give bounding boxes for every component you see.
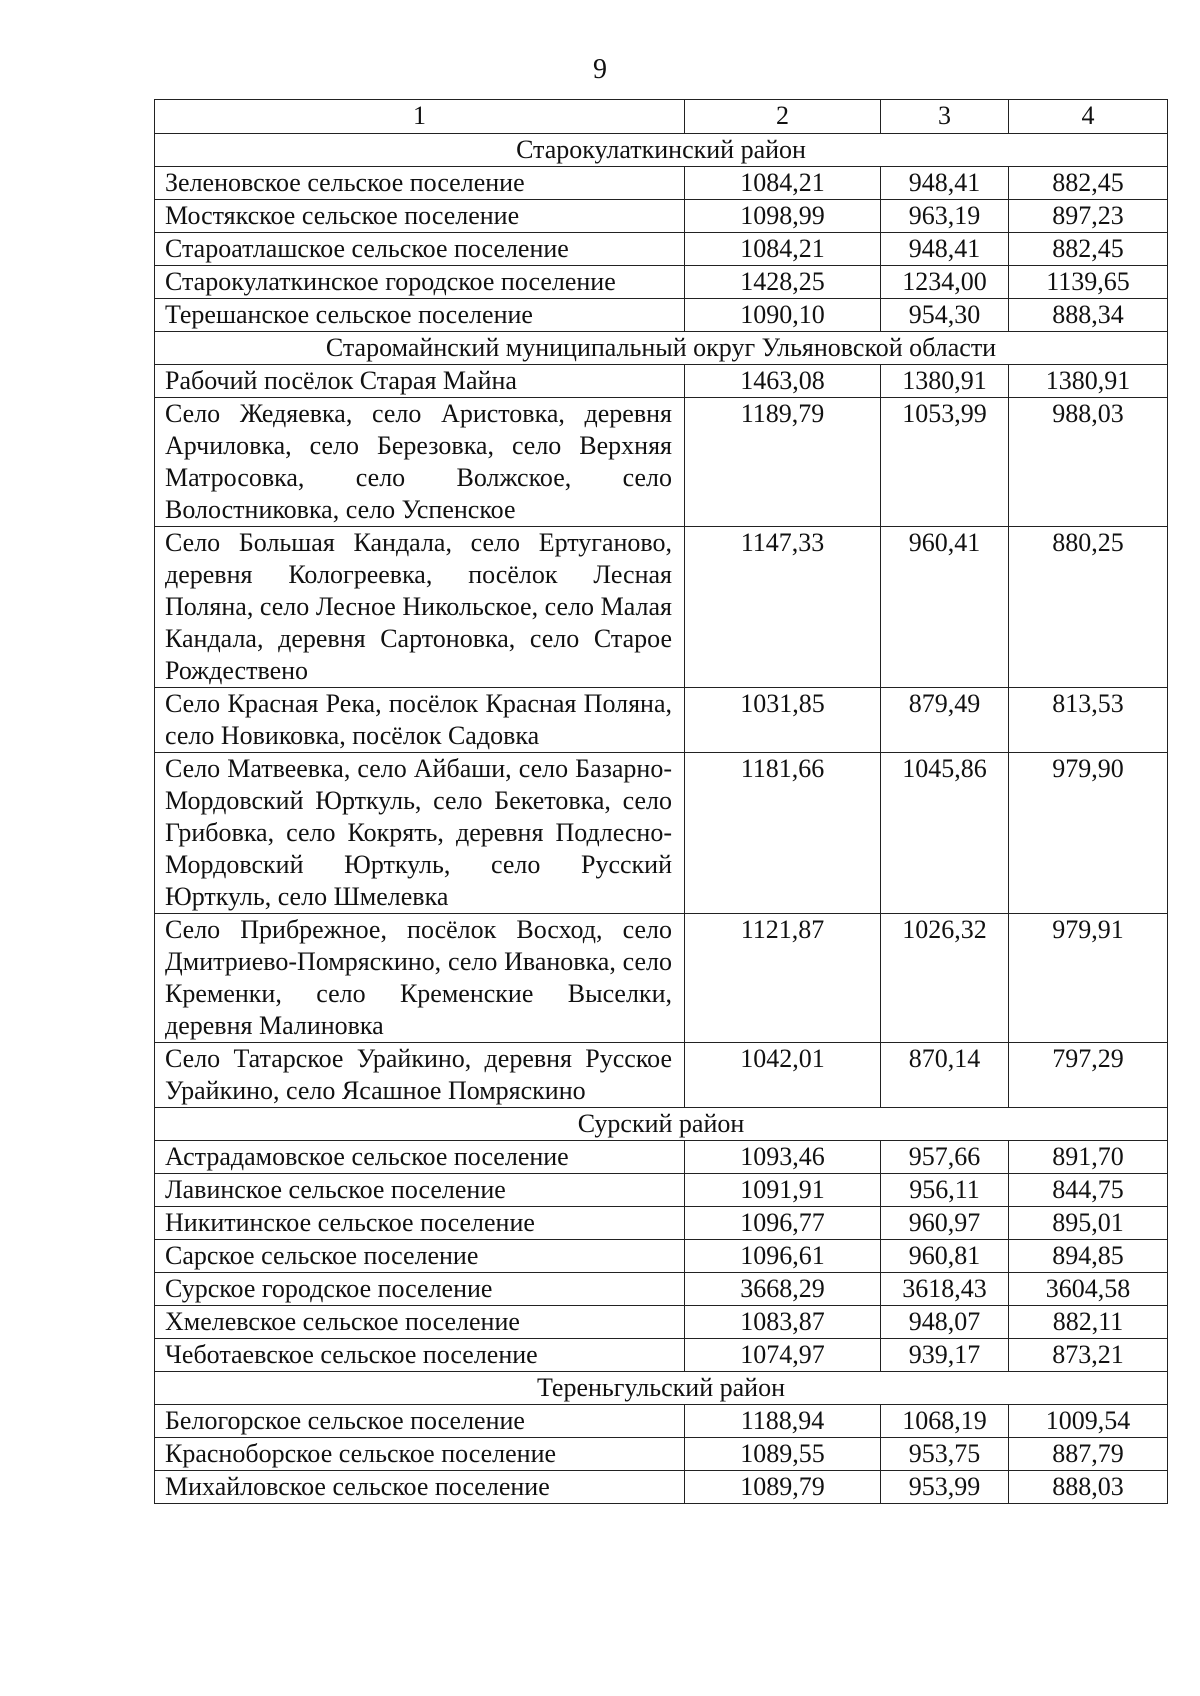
value-cell-col3: 960,97 <box>881 1207 1009 1240</box>
tariff-table <box>154 99 1168 1504</box>
value-cell-col4: 882,11 <box>1009 1306 1168 1339</box>
value-cell-col3: 963,19 <box>881 200 1009 233</box>
value-cell-col2: 1096,77 <box>685 1207 881 1240</box>
value-cell-col2: 1181,66 <box>685 753 881 914</box>
table-row <box>155 688 1168 753</box>
settlement-name-cell: Рабочий посёлок Старая Майна <box>155 365 685 398</box>
value-cell-col4: 887,79 <box>1009 1438 1168 1471</box>
value-cell-col4: 882,45 <box>1009 167 1168 200</box>
table-row <box>155 1471 1168 1504</box>
table-row <box>155 299 1168 332</box>
settlement-name-cell: Красноборское сельское поселение <box>155 1438 685 1471</box>
value-cell-col4: 979,91 <box>1009 914 1168 1043</box>
value-cell-col4: 1380,91 <box>1009 365 1168 398</box>
table-row <box>155 1273 1168 1306</box>
section-title: Старомайнский муниципальный округ Ульяновской области <box>155 332 1168 365</box>
value-cell-col2: 1463,08 <box>685 365 881 398</box>
table-row <box>155 1043 1168 1108</box>
table-row <box>155 266 1168 299</box>
value-cell-col2: 1042,01 <box>685 1043 881 1108</box>
value-cell-col2: 1090,10 <box>685 299 881 332</box>
table-row <box>155 365 1168 398</box>
value-cell-col3: 960,41 <box>881 527 1009 688</box>
value-cell-col3: 956,11 <box>881 1174 1009 1207</box>
table-row <box>155 527 1168 688</box>
value-cell-col2: 1084,21 <box>685 233 881 266</box>
value-cell-col4: 873,21 <box>1009 1339 1168 1372</box>
settlement-name-cell: Терешанское сельское поселение <box>155 299 685 332</box>
settlement-name-cell: Астрадамовское сельское поселение <box>155 1141 685 1174</box>
settlement-name-cell: Никитинское сельское поселение <box>155 1207 685 1240</box>
table-row <box>155 1306 1168 1339</box>
settlement-name-cell: Село Матвеевка, село Айбаши, село Базарно-Мордовский Юрткуль, село Бекетовка, село Грибовка, село Кокрять, деревня Подлесно-Мордовский Юрткуль, село Русский Юрткуль, село Шмелевка <box>155 753 685 914</box>
table-row <box>155 233 1168 266</box>
value-cell-col3: 957,66 <box>881 1141 1009 1174</box>
settlement-name-cell: Сарское сельское поселение <box>155 1240 685 1273</box>
section-header-row <box>155 332 1168 365</box>
value-cell-col2: 1147,33 <box>685 527 881 688</box>
settlement-name-cell: Белогорское сельское поселение <box>155 1405 685 1438</box>
table-row <box>155 167 1168 200</box>
value-cell-col3: 1380,91 <box>881 365 1009 398</box>
value-cell-col3: 1068,19 <box>881 1405 1009 1438</box>
value-cell-col4: 1009,54 <box>1009 1405 1168 1438</box>
settlement-name-cell: Село Татарское Урайкино, деревня Русское Урайкино, село Ясашное Помряскино <box>155 1043 685 1108</box>
header-row <box>155 100 1168 134</box>
value-cell-col4: 880,25 <box>1009 527 1168 688</box>
table-row <box>155 1141 1168 1174</box>
section-title: Тереньгульский район <box>155 1372 1168 1405</box>
value-cell-col4: 894,85 <box>1009 1240 1168 1273</box>
settlement-name-cell: Село Большая Кандала, село Ертуганово, деревня Кологреевка, посёлок Лесная Поляна, село Лесное Никольское, село Малая Кандала, деревня Сартоновка, село Старое Рождествено <box>155 527 685 688</box>
value-cell-col3: 879,49 <box>881 688 1009 753</box>
value-cell-col4: 897,23 <box>1009 200 1168 233</box>
settlement-name-cell: Село Красная Река, посёлок Красная Поляна, село Новиковка, посёлок Садовка <box>155 688 685 753</box>
table-body <box>155 100 1168 1504</box>
value-cell-col2: 1428,25 <box>685 266 881 299</box>
value-cell-col4: 888,03 <box>1009 1471 1168 1504</box>
settlement-name-cell: Лавинское сельское поселение <box>155 1174 685 1207</box>
value-cell-col3: 948,41 <box>881 167 1009 200</box>
table-row <box>155 1438 1168 1471</box>
table-row <box>155 398 1168 527</box>
settlement-name-cell: Чеботаевское сельское поселение <box>155 1339 685 1372</box>
value-cell-col4: 1139,65 <box>1009 266 1168 299</box>
value-cell-col3: 953,75 <box>881 1438 1009 1471</box>
settlement-name-cell: Староатлашское сельское поселение <box>155 233 685 266</box>
section-header-row <box>155 1108 1168 1141</box>
settlement-name-cell: Михайловское сельское поселение <box>155 1471 685 1504</box>
value-cell-col3: 1045,86 <box>881 753 1009 914</box>
value-cell-col3: 960,81 <box>881 1240 1009 1273</box>
value-cell-col3: 3618,43 <box>881 1273 1009 1306</box>
section-title: Старокулаткинский район <box>155 134 1168 167</box>
value-cell-col4: 895,01 <box>1009 1207 1168 1240</box>
value-cell-col4: 882,45 <box>1009 233 1168 266</box>
table-row <box>155 1174 1168 1207</box>
table-row <box>155 1207 1168 1240</box>
section-header-row <box>155 1372 1168 1405</box>
value-cell-col4: 844,75 <box>1009 1174 1168 1207</box>
value-cell-col3: 948,41 <box>881 233 1009 266</box>
value-cell-col4: 3604,58 <box>1009 1273 1168 1306</box>
table-row <box>155 1405 1168 1438</box>
value-cell-col2: 1089,55 <box>685 1438 881 1471</box>
column-header-2: 2 <box>685 100 881 134</box>
table-row <box>155 753 1168 914</box>
table-row <box>155 1339 1168 1372</box>
value-cell-col3: 953,99 <box>881 1471 1009 1504</box>
settlement-name-cell: Село Прибрежное, посёлок Восход, село Дмитриево-Помряскино, село Ивановка, село Кременки, село Кременские Выселки, деревня Малиновка <box>155 914 685 1043</box>
value-cell-col3: 870,14 <box>881 1043 1009 1108</box>
value-cell-col2: 1089,79 <box>685 1471 881 1504</box>
value-cell-col2: 1121,87 <box>685 914 881 1043</box>
settlement-name-cell: Сурское городское поселение <box>155 1273 685 1306</box>
value-cell-col3: 948,07 <box>881 1306 1009 1339</box>
value-cell-col4: 988,03 <box>1009 398 1168 527</box>
page-number: 9 <box>593 54 607 85</box>
section-header-row <box>155 134 1168 167</box>
value-cell-col4: 888,34 <box>1009 299 1168 332</box>
value-cell-col2: 1083,87 <box>685 1306 881 1339</box>
column-header-4: 4 <box>1009 100 1168 134</box>
column-header-1: 1 <box>155 100 685 134</box>
table-row <box>155 914 1168 1043</box>
value-cell-col3: 954,30 <box>881 299 1009 332</box>
section-title: Сурский район <box>155 1108 1168 1141</box>
settlement-name-cell: Хмелевское сельское поселение <box>155 1306 685 1339</box>
value-cell-col4: 979,90 <box>1009 753 1168 914</box>
settlement-name-cell: Зеленовское сельское поселение <box>155 167 685 200</box>
value-cell-col4: 813,53 <box>1009 688 1168 753</box>
value-cell-col2: 3668,29 <box>685 1273 881 1306</box>
value-cell-col2: 1093,46 <box>685 1141 881 1174</box>
value-cell-col2: 1189,79 <box>685 398 881 527</box>
value-cell-col2: 1074,97 <box>685 1339 881 1372</box>
value-cell-col3: 1053,99 <box>881 398 1009 527</box>
value-cell-col2: 1096,61 <box>685 1240 881 1273</box>
value-cell-col3: 1234,00 <box>881 266 1009 299</box>
value-cell-col2: 1091,91 <box>685 1174 881 1207</box>
value-cell-col3: 1026,32 <box>881 914 1009 1043</box>
settlement-name-cell: Мостякское сельское поселение <box>155 200 685 233</box>
table-row <box>155 1240 1168 1273</box>
value-cell-col2: 1098,99 <box>685 200 881 233</box>
table-row <box>155 200 1168 233</box>
value-cell-col4: 891,70 <box>1009 1141 1168 1174</box>
column-header-3: 3 <box>881 100 1009 134</box>
value-cell-col3: 939,17 <box>881 1339 1009 1372</box>
settlement-name-cell: Старокулаткинское городское поселение <box>155 266 685 299</box>
value-cell-col2: 1084,21 <box>685 167 881 200</box>
value-cell-col2: 1188,94 <box>685 1405 881 1438</box>
value-cell-col2: 1031,85 <box>685 688 881 753</box>
settlement-name-cell: Село Жедяевка, село Аристовка, деревня Арчиловка, село Березовка, село Верхняя Матросовка, село Волжское, село Волостниковка, село Успенское <box>155 398 685 527</box>
value-cell-col4: 797,29 <box>1009 1043 1168 1108</box>
